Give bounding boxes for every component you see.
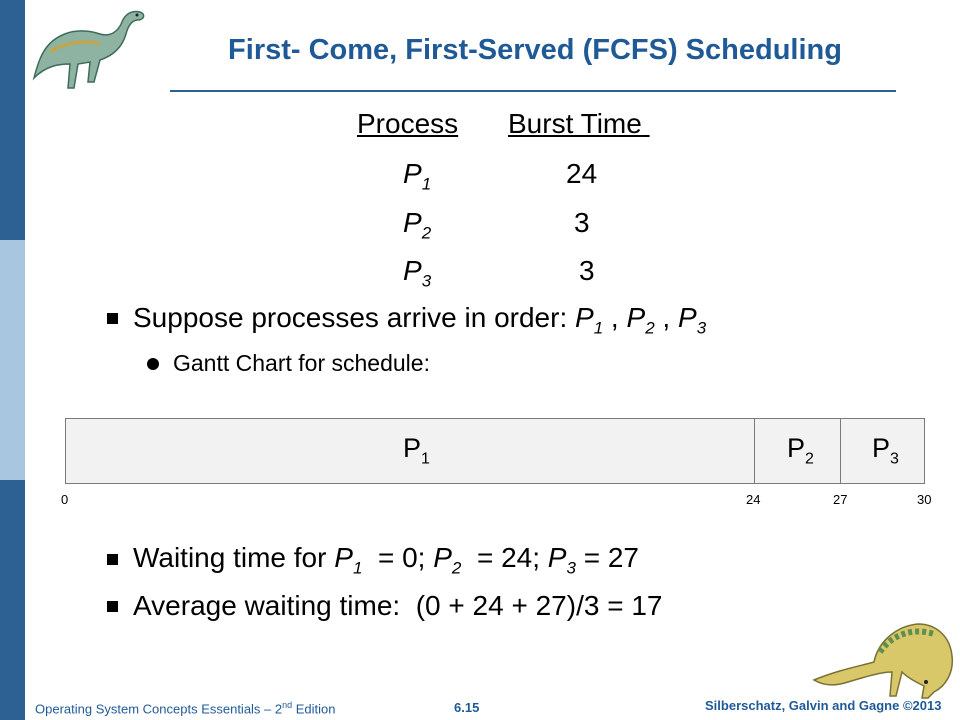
bullet-dot-icon bbox=[147, 358, 159, 370]
title-rule bbox=[170, 90, 896, 92]
gantt-p1-sub: 1 bbox=[421, 450, 430, 468]
waiting-p1: P bbox=[334, 542, 353, 573]
average-waiting-line: Average waiting time: (0 + 24 + 27)/3 = 17 bbox=[133, 590, 663, 621]
waiting-p1-sub: 1 bbox=[352, 558, 363, 578]
bullet-square-icon bbox=[107, 313, 118, 324]
bullet-square-icon bbox=[107, 554, 118, 565]
waiting-time-line bbox=[133, 542, 639, 579]
arrival-p3: P bbox=[678, 302, 697, 333]
gantt-block-p3 bbox=[872, 433, 899, 468]
table-row-p3-name bbox=[403, 255, 431, 292]
gantt-p3-letter: P bbox=[872, 433, 891, 463]
footer-authors: Silberschatz, Galvin and Gagne ©2013 bbox=[705, 698, 942, 713]
p1-subscript: 1 bbox=[421, 174, 432, 194]
waiting-v1: = 0; bbox=[362, 542, 434, 573]
arrival-sep-1: , bbox=[603, 302, 627, 333]
arrival-text: Suppose processes arrive in order: bbox=[133, 302, 575, 333]
sidebar-band-middle bbox=[0, 240, 25, 480]
arrival-p3-sub: 3 bbox=[696, 318, 707, 338]
footer-book-title bbox=[35, 700, 336, 716]
waiting-v3: = 27 bbox=[575, 542, 640, 573]
waiting-prefix: Waiting time for bbox=[133, 542, 335, 573]
waiting-v2: = 24; bbox=[461, 542, 548, 573]
gantt-p2-sub: 2 bbox=[805, 450, 814, 468]
p2-subscript: 2 bbox=[421, 223, 432, 243]
p2-letter: P bbox=[403, 207, 422, 238]
header-burst-time bbox=[508, 108, 670, 140]
arrival-sep-2: , bbox=[654, 302, 678, 333]
gantt-p2-letter: P bbox=[787, 433, 806, 463]
table-row-p2-burst: 3 bbox=[574, 207, 590, 238]
waiting-p3-sub: 3 bbox=[566, 558, 576, 578]
waiting-p2: P bbox=[433, 542, 452, 573]
dinosaur-logo-top bbox=[30, 4, 155, 94]
table-row-p1-burst: 24 bbox=[566, 158, 598, 189]
gantt-chart bbox=[65, 418, 925, 484]
gantt-divider-24 bbox=[754, 419, 755, 483]
gantt-tick-24: 24 bbox=[746, 492, 761, 507]
footer-left-sup: nd bbox=[282, 700, 293, 710]
gantt-tick-30: 30 bbox=[917, 492, 932, 507]
gantt-divider-27 bbox=[840, 419, 841, 483]
gantt-block-p2 bbox=[787, 433, 814, 468]
table-row-p2-name bbox=[403, 207, 431, 244]
gantt-p1-letter: P bbox=[403, 433, 422, 463]
footer-slide-number: 6.15 bbox=[454, 700, 480, 715]
sidebar-band-top bbox=[0, 0, 25, 240]
sidebar-band-bottom bbox=[0, 480, 25, 720]
gantt-caption: Gantt Chart for schedule: bbox=[173, 350, 430, 376]
slide-title: First- Come, First-Served (FCFS) Scheduling bbox=[228, 34, 842, 66]
arrival-p2-sub: 2 bbox=[645, 318, 655, 338]
gantt-p3-sub: 3 bbox=[890, 450, 899, 468]
footer-left-end: Edition bbox=[292, 701, 336, 717]
gantt-tick-27: 27 bbox=[833, 492, 848, 507]
p3-subscript: 3 bbox=[421, 271, 432, 291]
footer-left-text: Operating System Concepts Essentials – 2 bbox=[35, 701, 283, 717]
arrival-p2: P bbox=[626, 302, 646, 333]
arrival-order-line bbox=[133, 302, 706, 339]
table-row-p3-burst: 3 bbox=[579, 255, 595, 286]
p3-letter: P bbox=[403, 255, 422, 286]
waiting-p3: P bbox=[547, 542, 567, 573]
table-row-p1-name bbox=[403, 158, 431, 195]
p1-letter: P bbox=[403, 158, 422, 189]
waiting-p2-sub: 2 bbox=[451, 558, 462, 578]
arrival-p1-sub: 1 bbox=[593, 318, 604, 338]
header-process: Process bbox=[357, 108, 459, 139]
header-burst-label: Burst Time bbox=[508, 108, 642, 139]
bullet-square-icon bbox=[107, 601, 118, 612]
arrival-p1: P bbox=[575, 302, 594, 333]
gantt-block-p1 bbox=[403, 433, 430, 468]
dinosaur-logo-bottom bbox=[808, 612, 958, 700]
gantt-tick-0: 0 bbox=[61, 492, 69, 507]
